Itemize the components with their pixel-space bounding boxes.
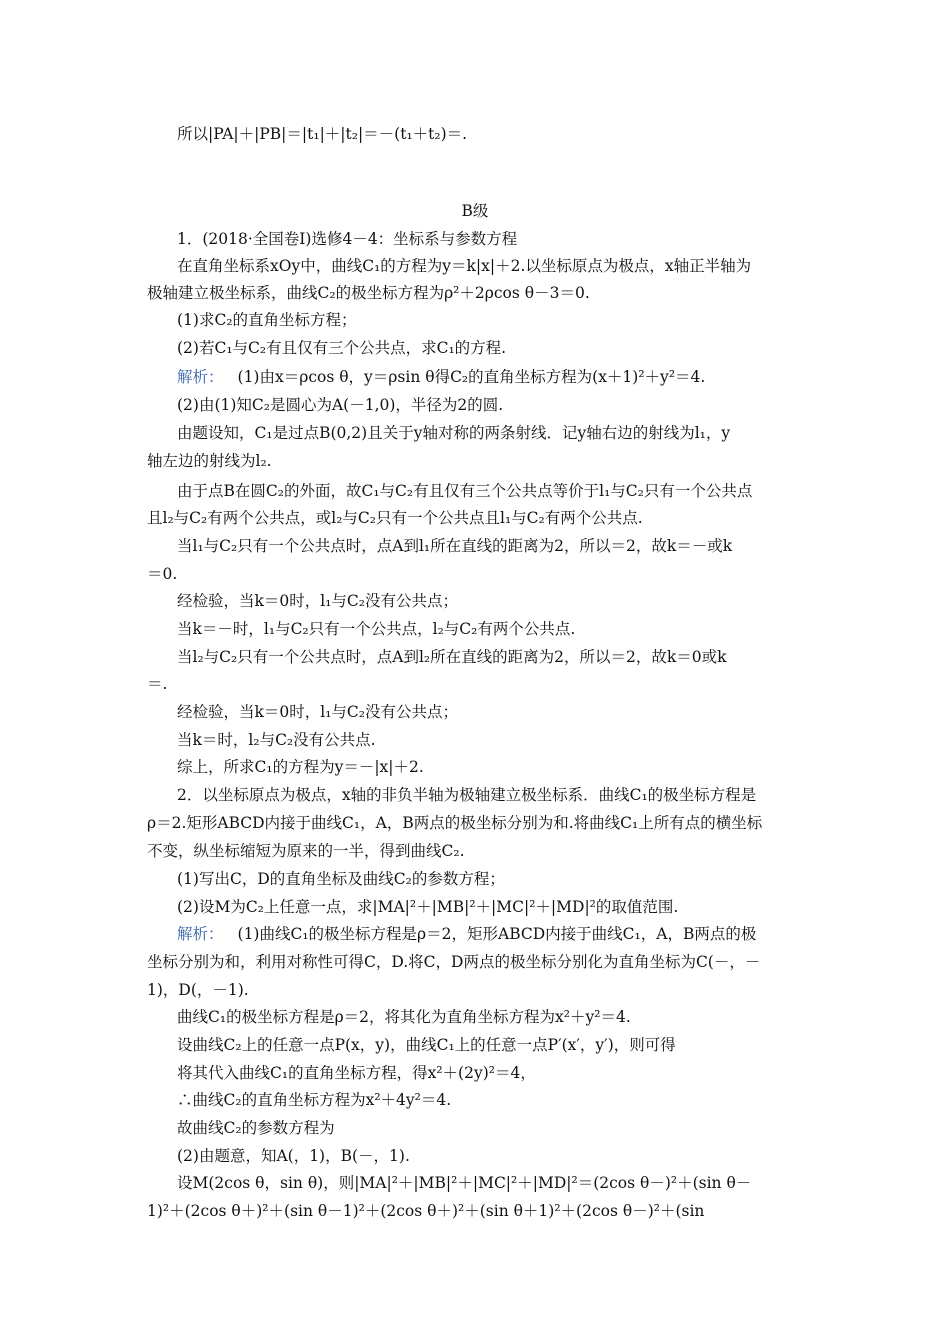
text-line: (2)由题意，知A(，1)，B(－，1). (177, 1147, 410, 1165)
text-line: (2)由(1)知C₂是圆心为A(－1,0)，半径为2的圆. (177, 396, 504, 414)
text-line: (1)求C₂的直角坐标方程； (177, 311, 357, 329)
text-line: 当l₁与C₂只有一个公共点时，点A到l₁所在直线的距离为2，所以＝2，故k＝－或k (177, 537, 733, 555)
text-line: ρ＝2.矩形ABCD内接于曲线C₁，A，B两点的极坐标分别为和.将曲线C₁上所有点的横坐标 (147, 814, 763, 832)
text-line: 故曲线C₂的参数方程为 (177, 1119, 335, 1137)
text-line: 当l₂与C₂只有一个公共点时，点A到l₂所在直线的距离为2，所以＝2，故k＝0或k (177, 648, 727, 666)
analysis-text: (1)由x＝ρcos θ，y＝ρsin θ得C₂的直角坐标方程为(x＋1)²＋y²＝4. (237, 368, 706, 386)
text-line: 轴左边的射线为l₂. (147, 452, 272, 470)
text-line: 且l₂与C₂有两个公共点，或l₂与C₂只有一个公共点且l₁与C₂有两个公共点. (147, 509, 643, 527)
text-line: (1)写出C，D的直角坐标及曲线C₂的参数方程； (177, 870, 505, 888)
section-heading: B级 (461, 202, 489, 220)
text-line: 不变，纵坐标缩短为原来的一半，得到曲线C₂. (147, 842, 465, 860)
text-line: 在直角坐标系xOy中，曲线C₁的方程为y＝k|x|＋2.以坐标原点为极点，x轴正半轴为 (177, 257, 752, 275)
analysis-text: (1)曲线C₁的极坐标方程是ρ＝2，矩形ABCD内接于曲线C₁，A，B两点的极 (237, 925, 757, 943)
text-line: 当k＝时，l₂与C₂没有公共点. (177, 731, 376, 749)
text-line: 综上，所求C₁的方程为y＝－|x|＋2. (177, 758, 424, 776)
analysis-label: 解析： (177, 368, 224, 386)
analysis-line (177, 364, 812, 390)
text-line: (2)若C₁与C₂有且仅有三个公共点，求C₁的方程. (177, 339, 507, 357)
text-line: 1)²＋(2cos θ＋)²＋(sin θ－1)²＋(2cos θ＋)²＋(sin θ＋1)²＋(2cos θ－)²＋(sin (147, 1202, 705, 1220)
text-line: 由于点B在圆C₂的外面，故C₁与C₂有且仅有三个公共点等价于l₁与C₂只有一个公共点 (177, 482, 753, 500)
question-title: 1．(2018·全国卷Ⅰ)选修4－4：坐标系与参数方程 (177, 230, 518, 248)
question-title: 2．以坐标原点为极点，x轴的非负半轴为极轴建立极坐标系．曲线C₁的极坐标方程是 (177, 786, 757, 804)
text-line: 设曲线C₂上的任意一点P(x，y)，曲线C₁上的任意一点P′(x′，y′)，则可得 (177, 1036, 676, 1054)
text-line: 所以|PA|＋|PB|＝|t₁|＋|t₂|＝－(t₁＋t₂)＝. (177, 125, 468, 143)
text-line: 当k＝－时，l₁与C₂只有一个公共点，l₂与C₂有两个公共点. (177, 620, 576, 638)
text-line: (2)设M为C₂上任意一点，求|MA|²＋|MB|²＋|MC|²＋|MD|²的取值范围. (177, 898, 679, 916)
analysis-line (177, 921, 812, 947)
text-line: ∴曲线C₂的直角坐标方程为x²＋4y²＝4. (177, 1091, 452, 1109)
text-line: 设M(2cos θ，sin θ)，则|MA|²＋|MB|²＋|MC|²＋|MD|²＝(2cos θ－)²＋(sin θ－ (177, 1174, 752, 1192)
text-line: 经检验，当k＝0时，l₁与C₂没有公共点； (177, 592, 458, 610)
analysis-label: 解析： (177, 925, 224, 943)
text-line: 1)，D(，－1). (147, 981, 249, 999)
text-line: 由题设知，C₁是过点B(0,2)且关于y轴对称的两条射线．记y轴右边的射线为l₁，y (177, 424, 731, 442)
text-line: ＝0. (147, 565, 178, 583)
text-line: 曲线C₁的极坐标方程是ρ＝2，将其化为直角坐标方程为x²＋y²＝4. (177, 1008, 631, 1026)
text-line: 经检验，当k＝0时，l₁与C₂没有公共点； (177, 703, 458, 721)
text-line: 坐标分别为和，利用对称性可得C，D.将C，D两点的极坐标分别化为直角坐标为C(－，－ (147, 953, 761, 971)
text-line: 将其代入曲线C₁的直角坐标方程，得x²＋(2y)²＝4， (177, 1064, 536, 1082)
text-line: 极轴建立极坐标系，曲线C₂的极坐标方程为ρ²＋2ρcos θ－3＝0. (147, 284, 590, 302)
text-line: ＝. (147, 675, 168, 693)
